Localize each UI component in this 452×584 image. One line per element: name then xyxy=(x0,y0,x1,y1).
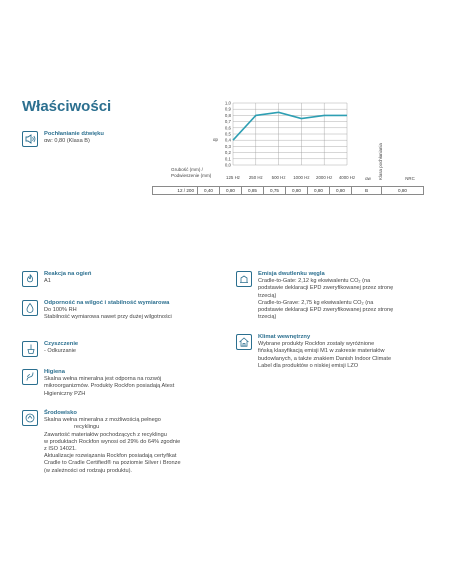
recycle-icon xyxy=(22,410,38,426)
hygiene-icon xyxy=(22,369,38,385)
co2-line: podstawie deklaracji EPD zweryfikowanej przez stronę xyxy=(258,285,394,292)
nrc-cell: 0,80 xyxy=(381,187,423,194)
humidity-icon xyxy=(22,300,38,316)
value-cell: 0,80 xyxy=(219,187,241,194)
x-tick-label: 125 Hz xyxy=(226,175,240,180)
environment-line: Cradle to Cradle Certified® na poziomie Silver i Bronze xyxy=(44,460,181,467)
environment-heading: Środowisko xyxy=(44,410,77,416)
y-tick-label: 0,3 xyxy=(224,143,231,149)
cleaning-block xyxy=(22,341,78,357)
humidity-heading: Odporność na wilgoć i stabilność wymiarowa xyxy=(44,300,170,306)
x-tick-label: 1000 Hz xyxy=(293,175,310,180)
class-header: Klasa pochłaniania xyxy=(378,143,383,180)
config-cell: 12 / 200 xyxy=(177,188,194,193)
cleaning-line: - Odkurzanie xyxy=(44,348,77,355)
chart-y-ticks xyxy=(225,101,232,168)
humidity-line: Stabilność wymiarowa nawet przy dużej wilgotności xyxy=(44,314,172,321)
x-tick-label: 500 Hz xyxy=(271,175,286,180)
climate-line: Label dla produktów o niskiej emisji LZO xyxy=(258,362,359,369)
table-row xyxy=(152,186,424,195)
x-tick-label: 250 Hz xyxy=(248,175,263,180)
y-tick-label: 0,5 xyxy=(224,131,231,137)
chart-series-line xyxy=(233,112,347,140)
environment-block xyxy=(22,410,181,475)
value-cell: 0,80 xyxy=(285,187,307,194)
class-cell: B xyxy=(351,187,381,194)
climate-line: budowlanych, a także znakiem Danish Indoor Climate xyxy=(258,355,392,362)
co2-block xyxy=(236,271,393,321)
chart-x-ticks xyxy=(226,175,355,180)
table-label-line2: Podwieszenie (mm) xyxy=(171,173,212,178)
y-tick-label: 0,0 xyxy=(224,162,231,168)
co2-line: trzecią) xyxy=(258,314,277,321)
environment-line: w produktach Rockfon wynosi od 29% do 64% zgodnie xyxy=(44,438,181,445)
climate-heading: Klimat wewnętrzny xyxy=(258,334,311,340)
value-cell: 0,80 xyxy=(307,187,329,194)
environment-line: z ISO 14021. xyxy=(44,446,77,453)
hygiene-heading: Higiena xyxy=(44,369,65,375)
humidity-block xyxy=(22,300,172,322)
y-tick-label: 0,7 xyxy=(224,119,231,125)
y-tick-label: 0,8 xyxy=(224,112,231,118)
y-tick-label: 0,1 xyxy=(224,156,231,162)
fire-reaction-block xyxy=(22,271,91,287)
co2-line: Cradle-to-Gate: 2,12 kg ekwiwalentu CO₂ (na xyxy=(258,278,371,285)
climate-line: fińską klasyfikacją emisji M1 w zakresie materiałów xyxy=(258,348,385,355)
hygiene-line: Higieniczny PZH xyxy=(44,390,86,397)
y-tick-label: 1,0 xyxy=(224,100,231,106)
y-tick-label: 0,4 xyxy=(224,137,231,143)
co2-icon xyxy=(236,271,252,287)
co2-line: podstawie deklaracji EPD zweryfikowanej przez stronę xyxy=(258,307,394,314)
environment-line: Skalna wełna mineralna z możliwością pełnego xyxy=(44,417,161,424)
x-tick-label: 4000 Hz xyxy=(338,175,356,180)
chart-grid xyxy=(233,103,347,165)
value-cell: 0,85 xyxy=(241,187,263,194)
co2-heading: Emisja dwutlenku węgla xyxy=(258,271,325,277)
environment-line: (w zależności od rodzaju produktu). xyxy=(44,467,132,474)
indoor-climate-block xyxy=(236,334,391,370)
hygiene-line: mikroorganizmów. Produkty Rockfon posiadają Atest xyxy=(44,383,175,390)
cleaning-heading: Czyszczenie xyxy=(44,341,79,347)
cleaning-icon xyxy=(22,341,38,357)
environment-line: recyklingu xyxy=(74,424,100,431)
y-tick-label: 0,9 xyxy=(224,106,231,112)
absorption-chart xyxy=(0,0,452,200)
y-tick-label: 0,6 xyxy=(224,125,231,131)
sound-value: αw: 0,80 (Klasa B) xyxy=(44,138,90,145)
co2-line: Cradle-to-Grave: 2,75 kg ekwiwalentu CO₂ (na xyxy=(258,299,374,306)
page-title: Właściwości xyxy=(22,98,112,115)
table-config-label xyxy=(171,167,211,179)
x-tick-label: 2000 Hz xyxy=(316,175,333,180)
value-cell: 0,75 xyxy=(263,187,285,194)
fire-icon xyxy=(22,271,38,287)
hygiene-line: Skalna wełna mineralna jest odporna na rozwój xyxy=(44,376,162,383)
table-label-line1: Grubość (mm) / xyxy=(171,167,203,172)
climate-line: Wybrane produkty Rockfon zostały wyróżnione xyxy=(258,341,375,348)
sound-heading: Pochłanianie dźwięku xyxy=(44,131,104,137)
chart-y-label: αp xyxy=(213,137,218,142)
value-cell: 0,40 xyxy=(197,187,219,194)
humidity-line: Do 100% RH xyxy=(44,307,77,314)
y-tick-label: 0,2 xyxy=(224,150,231,156)
nrc-header: NRC xyxy=(405,176,415,181)
alpha-w-header: αw xyxy=(365,176,371,181)
fire-heading: Reakcja na ogień xyxy=(44,271,92,277)
environment-line: Aktualizacje rozwiązania Rockfon posiadają certyfikat xyxy=(44,453,177,460)
fire-line: A1 xyxy=(44,278,51,285)
alpha-w-cell: 0,80 xyxy=(329,187,351,194)
co2-line: trzecią) xyxy=(258,292,277,299)
hygiene-block xyxy=(22,369,174,398)
house-icon xyxy=(236,334,252,350)
environment-line: Zawartość materiałów pochodzących z recyklingu xyxy=(44,431,167,438)
